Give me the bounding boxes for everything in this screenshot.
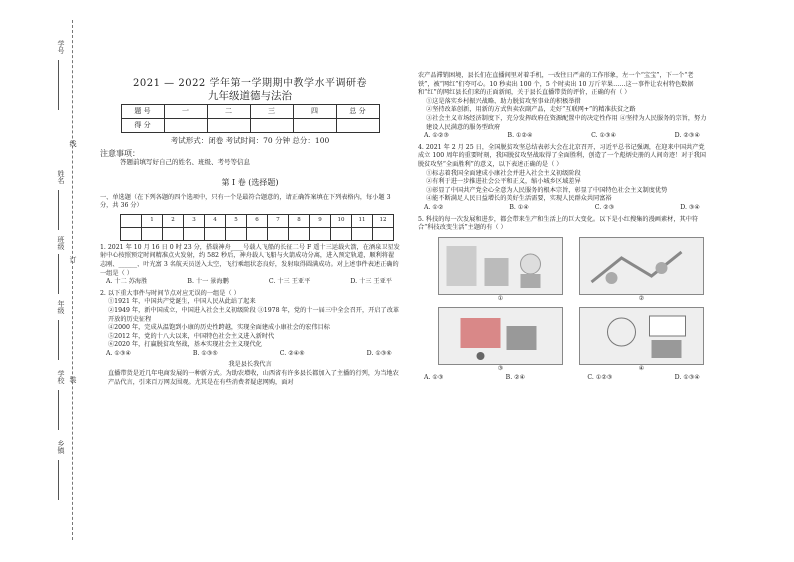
binding-line — [58, 60, 59, 110]
option: C. ②③ — [594, 203, 615, 211]
question-2: 2. 以下重大事件与时间节点对应无误的一组是（ ） — [100, 289, 240, 297]
option: C. 十三 王亚平 — [268, 278, 311, 286]
binding-label-class: 班级 — [57, 236, 65, 250]
answer-cell[interactable] — [310, 227, 331, 240]
score-table — [121, 104, 380, 133]
question-4-item: ②有利于进一步推进社会公平和正义，缩小城乡区域差异 — [426, 178, 581, 186]
question-2-item: ⑥2020 年，打赢脱贫攻坚战，基本实现社会主义现代化 — [108, 341, 262, 349]
left-column — [100, 72, 400, 387]
answer-cell[interactable] — [142, 227, 163, 240]
cartoon-grid — [438, 237, 704, 374]
option: B. ②④ — [505, 373, 526, 381]
passage-text: 直播带货是近几年电商发展的一种新方式。为助农增收，山西省有许多县长都加入了主播的行列，为当地农产品代言，引来百万网友围观。尤其是在有些消费者疑虑网购，面对 — [108, 370, 399, 386]
score-cell: 题 号 — [121, 105, 164, 119]
option: C. ①③④ — [591, 132, 617, 140]
question-3-item: ②坚持改革创新，用新的方式售卖农副产品，走好“互联网+”的精准扶贫之路 — [426, 106, 636, 114]
cartoon-number: ① — [497, 294, 504, 302]
option: A. ①③ — [424, 373, 444, 381]
option: C. ①②③ — [587, 373, 613, 381]
option: B. 十一 景海鹏 — [187, 278, 229, 286]
score-cell: 得 分 — [121, 119, 164, 133]
option: D. 十三 王亚平 — [350, 278, 392, 286]
question-4-options — [418, 204, 708, 213]
notes-text: 答题前填写好自己的姓名、班级、考号等信息 — [120, 158, 250, 167]
answer-number: 1 — [142, 214, 163, 227]
cartoon-image — [438, 237, 563, 295]
option: C. ②④⑥ — [279, 349, 305, 357]
exam-info: 考试形式：闭卷 考试时间：70 分钟 总分：100 — [170, 136, 330, 146]
score-cell — [293, 119, 336, 133]
answer-number: 5 — [226, 214, 247, 227]
answer-number — [121, 214, 142, 227]
answer-cell[interactable] — [373, 227, 394, 240]
binding-line — [58, 460, 59, 500]
score-cell: 总 分 — [336, 105, 379, 119]
cartoon-illustration — [580, 308, 703, 364]
notes-heading: 注意事项： — [100, 148, 140, 158]
cartoon-image — [579, 237, 704, 295]
passage-title: 我是县长我代言 — [228, 361, 272, 369]
question-1-options — [100, 278, 400, 287]
cartoon-image — [438, 307, 563, 365]
answer-number: 12 — [373, 214, 394, 227]
option: D. ③④ — [680, 203, 700, 211]
option: A. 十二 苏海胜 — [106, 278, 148, 286]
fold-line — [72, 20, 73, 540]
answer-cell[interactable] — [121, 227, 142, 240]
score-cell: 二 — [207, 105, 250, 119]
question-2-item: ②1949 年，新中国成立，中国进入社会主义初级阶段 ③1978 年，党的十一届三中全会召开，开启了改革开放的历史征程 — [108, 306, 400, 323]
cartoon-number: ④ — [638, 365, 645, 373]
option: D. ②③④ — [674, 132, 700, 140]
score-cell: 一 — [164, 105, 207, 119]
question-2-item: ④2000 年，完成从温饱到小康的历史性跨越，实现全面建成小康社会的宏伟目标 — [108, 324, 330, 332]
binding-line — [58, 254, 59, 294]
binding-line — [58, 320, 59, 360]
binding-label-town: 乡镇 — [57, 440, 65, 454]
fold-mark: 订 — [69, 256, 77, 263]
score-cell — [250, 119, 293, 133]
question-2-item: ⑤2012 年，党的十八大以来，中国特色社会主义进入新时代 — [108, 332, 275, 340]
option: B. ①②④ — [507, 132, 533, 140]
answer-number: 10 — [331, 214, 352, 227]
cartoon-illustration — [580, 238, 703, 294]
fold-mark: 装 — [69, 376, 77, 383]
score-cell — [336, 119, 379, 133]
question-4-item: ④能不断满足人民日益增长的美好生活需要，实现人民群众共同富裕 — [426, 195, 612, 203]
option: B. ①④ — [509, 203, 529, 211]
option: B. ①③⑤ — [192, 349, 218, 357]
binding-label-grade: 年级 — [57, 300, 65, 314]
part1-title: 第 I 卷 (选择题) — [221, 177, 279, 187]
option: A. ①② — [424, 203, 444, 211]
binding-label-name: 姓名 — [57, 170, 65, 184]
answer-number: 4 — [205, 214, 226, 227]
answer-cell[interactable] — [268, 227, 289, 240]
binding-label-school: 学校 — [57, 370, 65, 384]
option: A. ①②③ — [424, 132, 450, 140]
score-cell — [164, 119, 207, 133]
score-cell: 三 — [250, 105, 293, 119]
question-4-item: ①标志着我国全面建成小康社会并进入社会主义初级阶段 — [426, 169, 581, 177]
question-5-options — [418, 374, 708, 383]
option: A. ①③④ — [106, 349, 132, 357]
answer-cell[interactable] — [352, 227, 373, 240]
binding-label-id: 学号 — [57, 40, 65, 54]
binding-strip — [0, 0, 92, 562]
cartoon-number: ② — [638, 294, 645, 302]
cartoon-illustration — [439, 238, 562, 294]
answer-number: 2 — [163, 214, 184, 227]
answer-number: 3 — [184, 214, 205, 227]
binding-line — [58, 190, 59, 230]
score-cell: 四 — [293, 105, 336, 119]
answer-number: 8 — [289, 214, 310, 227]
cartoon-number: ③ — [497, 365, 504, 373]
fold-mark: 线 — [69, 140, 77, 147]
question-4: 4. 2021 年 2 月 25 日，全国脱贫攻坚总结表彰大会在北京召开，习近平总书记强调，在迎来中国共产党成立 100 周年的重要时刻，我国脱贫攻坚战取得了全面胜利，创造了一个彪炳史册的人间奇迹！对于我国脱贫攻坚“全面胜利”的意义，以下表述正确的是（ ） — [418, 143, 706, 168]
exam-subtitle: 九年级道德与法治 — [208, 89, 292, 102]
section1-heading: 一、单选题（在下列各题的四个选项中，只有一个是最符合题意的，请正确答案填在下列表格内，每小题 3 分，共 36 分） — [100, 193, 391, 210]
score-cell — [207, 119, 250, 133]
question-4-item: ③彰显了中国共产党全心全意为人民服务的根本宗旨，彰显了中国特色社会主义制度优势 — [426, 186, 668, 194]
answer-cell[interactable] — [226, 227, 247, 240]
question-3-item: ①这是落实乡村振兴战略、助力脱贫攻坚事业的积极举措 — [426, 97, 581, 105]
question-2-item: ①1921 年，中国共产党诞生，中国人民从此站了起来 — [108, 298, 256, 306]
answer-number: 6 — [247, 214, 268, 227]
exam-title: 2021 — 2022 学年第一学期期中教学水平调研卷 — [133, 78, 367, 89]
right-column — [418, 72, 708, 382]
answer-number: 7 — [268, 214, 289, 227]
option: D. ①③⑥ — [366, 349, 392, 357]
question-3-item: ③社会主义市场经济制度下，充分发挥政府在资源配置中的决定性作用 ④坚持为人民服务的宗旨，努力建设人民满意的服务型政府 — [426, 114, 707, 131]
passage-continued: 农产品滞销困境，县长们在直播间里对着手机，一改往日严肃的工作形象，左一个“宝宝”，下一个“老铁”，被“网红”们夸可心。10 秒卖出 100 个，5 个时卖出 10 万斤苹果……这一事件让农村特色数据和“红”的网红县长们来的正面新闻，关于县长直播带货的评价，正确的有（ ） — [418, 72, 694, 97]
option: D. ①③④ — [674, 373, 700, 381]
question-5: 5. 科技的每一次发展和进步，都会带来生产和生活上的巨大变化。以下是小红搜集的漫画素材，其中符合“科技改变生活”主题的有（ ） — [418, 215, 699, 232]
question-2-options — [100, 350, 400, 359]
question-1: 1. 2021 年 10 月 16 日 0 时 23 分，搭载神舟____号载人飞船的长征二号 F 遥十三运载火箭，在酒泉卫星发射中心按照预定时间精准点火发射，约 582 秒后，神舟载人飞船与火箭成功分离，进入预定轨道，顺利将翟志刚、______、叶光富 3 名航天员送入太空，飞行乘组状态良好，发射取得圆满成功。对上述事件表述正确的一组是（ ） — [100, 243, 400, 277]
question-3-options — [418, 132, 708, 141]
answer-cell[interactable] — [163, 227, 184, 240]
answer-number: 11 — [352, 214, 373, 227]
answer-table — [120, 214, 394, 241]
answer-cell[interactable] — [289, 227, 310, 240]
cartoon-image — [579, 307, 704, 365]
cartoon-illustration — [439, 308, 562, 364]
answer-cell[interactable] — [205, 227, 226, 240]
binding-line — [58, 390, 59, 430]
answer-cell[interactable] — [331, 227, 352, 240]
answer-number: 9 — [310, 214, 331, 227]
answer-cell[interactable] — [247, 227, 268, 240]
answer-cell[interactable] — [184, 227, 205, 240]
